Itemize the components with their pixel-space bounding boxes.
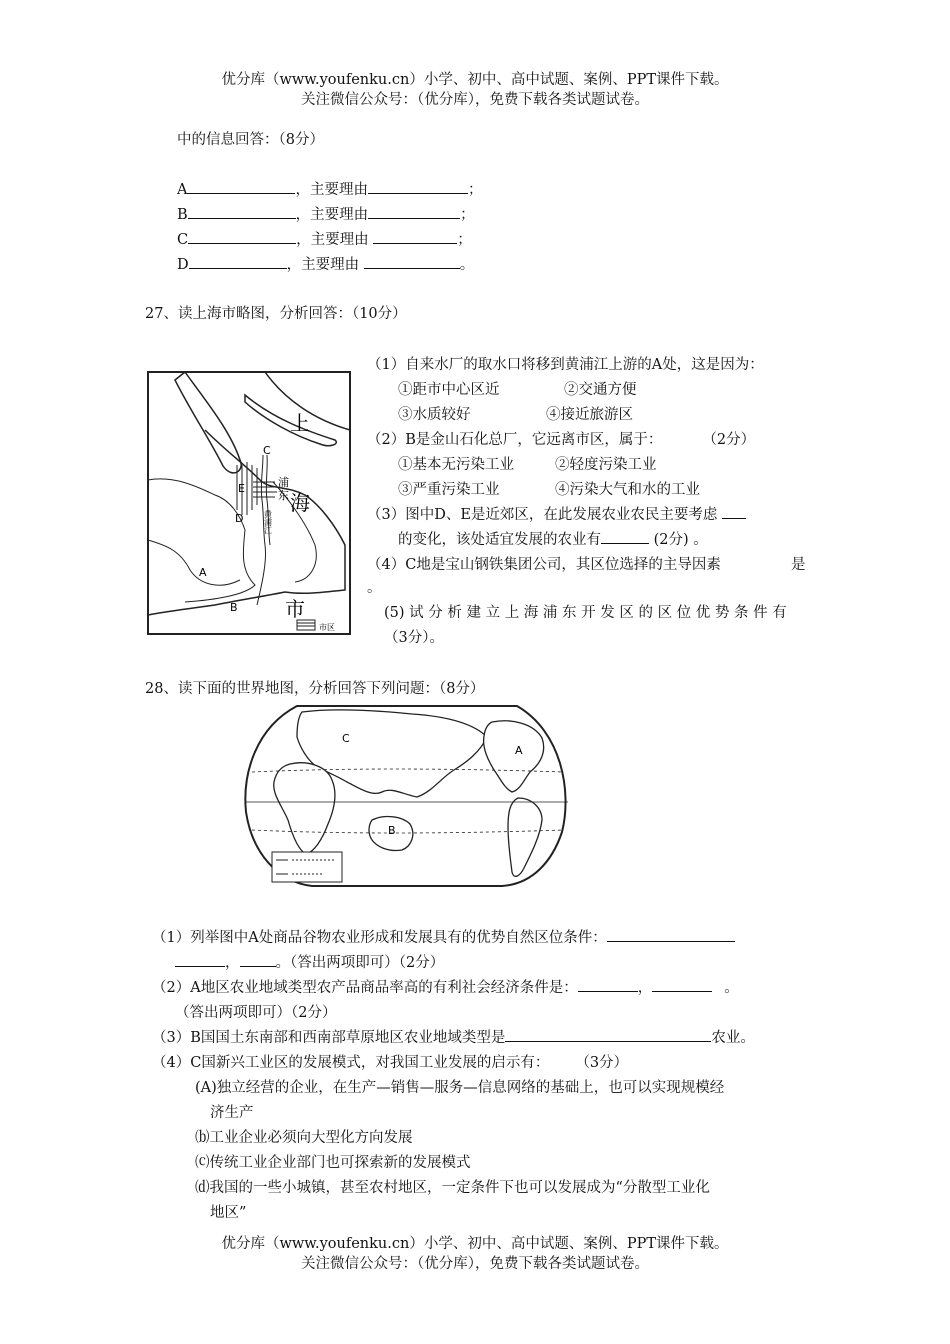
q27-s1-opt3: ③水质较好 <box>398 407 471 423</box>
map-point-c: C <box>263 444 271 457</box>
header-line-2: 关注微信公众号：（优分库），免费下载各类试题试卷。 <box>301 92 649 108</box>
q27-s5-line2: （3分）。 <box>384 630 444 646</box>
q27-s3-line2: 的变化，该处适宜发展的农业有 (2分) 。 <box>398 528 708 549</box>
map-label-pudong-2: 东 <box>278 489 289 502</box>
q27-s1: （1）自来水厂的取水口将移到黄浦江上游的A处，这是因为： <box>367 357 764 373</box>
q28-opt-d-line1: ⒟我国的一些小城镇，甚至农村地区，一定条件下也可以发展成为“分散型工业化 <box>195 1180 710 1196</box>
map-point-e: E <box>238 482 245 495</box>
q28-s2-line1: （2）A地区农业地域类型农产品商品率高的有利社会经济条件是： ， 。 <box>152 976 739 997</box>
q28-s3: （3）B国国土东南部和西南部草原地区农业地域类型是 农业。 <box>152 1026 755 1047</box>
q27-title: 27、读上海市略图，分析回答：（10分） <box>145 306 407 322</box>
header-line-1: 优分库（www.youfenku.cn）小学、初中、高中试题、案例、PPT课件下载。 <box>221 72 729 88</box>
q28-opt-c: ⒞传统工业企业部门也可探索新的发展模式 <box>195 1155 471 1171</box>
q28-s1-line1: （1）列举图中A处商品谷物农业形成和发展具有的优势自然区位条件： <box>152 926 735 947</box>
map-point-a: A <box>199 566 207 579</box>
q27-s4-end: 。 <box>367 580 382 596</box>
q26-intro: 中的信息回答：（8分） <box>177 132 324 148</box>
map-legend-urban: 市区 <box>319 623 335 632</box>
q28-opt-b: ⒝工业企业必须向大型化方向发展 <box>195 1130 413 1146</box>
q27-s2-opt4: ④污染大气和水的工业 <box>555 482 700 498</box>
q27-s2: （2）B是金山石化总厂，它远离市区，属于： （2分） <box>367 432 756 448</box>
world-map-point-b: B <box>388 824 396 837</box>
map-label-huangpu: 黄浦江 <box>263 510 273 534</box>
q26-row-b: B ，主要理由 ； <box>177 203 475 224</box>
q27-s5-line1: (5) 试 分 析 建 立 上 海 浦 东 开 发 区 的 区 位 优 势 条 件 有 <box>384 605 787 621</box>
map-label-shi: 市 <box>285 597 305 621</box>
footer-line-2: 关注微信公众号：（优分库），免费下载各类试题试卷。 <box>301 1256 649 1272</box>
world-map <box>242 702 572 888</box>
q28-title: 28、读下面的世界地图，分析回答下列问题：（8分） <box>145 681 485 697</box>
q27-s1-opt4: ④接近旅游区 <box>546 407 633 423</box>
q28-s2-line2: （答出两项即可）（2分） <box>175 1005 337 1021</box>
world-map-point-a: A <box>515 744 523 757</box>
q27-s3-line1: （3）图中D、E是近郊区，在此发展农业农民主要考虑 <box>367 503 746 524</box>
q28-opt-a-line2: 济生产 <box>210 1105 254 1121</box>
q27-s1-opt2: ②交通方便 <box>564 382 637 398</box>
q27-s2-opt2: ②轻度污染工业 <box>555 457 657 473</box>
q28-s4: （4）C国新兴工业区的发展模式，对我国工业发展的启示有： （3分） <box>152 1055 629 1071</box>
map-label-hai: 海 <box>290 491 310 515</box>
map-label-shang: 上 <box>290 411 310 435</box>
map-point-d: D <box>235 512 244 525</box>
q27-s4-line1: （4）C地是宝山钢铁集团公司，其区位选择的主导因素 <box>367 557 721 573</box>
q27-s4-shi: 是 <box>791 557 806 573</box>
q26-row-c: C ，主要理由 ； <box>177 228 472 249</box>
footer-line-1: 优分库（www.youfenku.cn）小学、初中、高中试题、案例、PPT课件下载。 <box>221 1236 729 1252</box>
q26-row-d: D ，主要理由 。 <box>177 253 474 274</box>
world-map-point-c: C <box>342 732 350 745</box>
q28-opt-a-line1: (A)独立经营的企业，在生产—销售—服务—信息网络的基础上，也可以实现规模经 <box>195 1080 725 1096</box>
shanghai-map <box>145 370 355 638</box>
q28-s1-line2: ， 。（答出两项即可）（2分） <box>175 951 444 972</box>
q26-row-a: A ，主要理由 ； <box>177 178 482 199</box>
q27-s2-opt1: ①基本无污染工业 <box>398 457 514 473</box>
map-point-b: B <box>230 601 238 614</box>
q27-s1-opt1: ①距市中心区近 <box>398 382 500 398</box>
q28-opt-d-line2: 地区” <box>210 1205 247 1221</box>
q27-s2-opt3: ③严重污染工业 <box>398 482 500 498</box>
map-label-pudong-1: 浦 <box>278 476 289 489</box>
